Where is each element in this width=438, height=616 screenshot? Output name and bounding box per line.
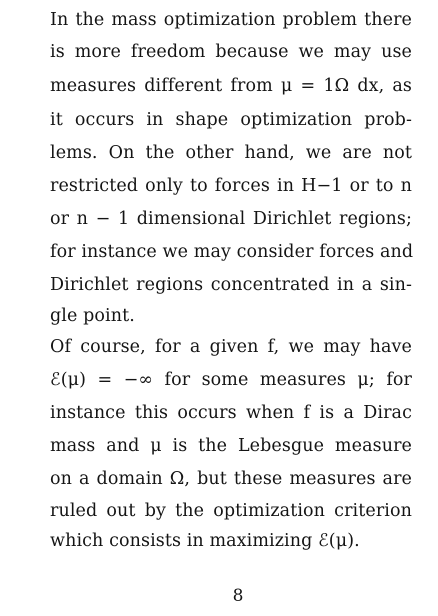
text-line: or n − 1 dimensional Dirichlet regions; (50, 209, 412, 229)
text-line: is more freedom because we may use (50, 42, 412, 62)
text-line: measures different from μ = 1Ω dx, as (50, 76, 412, 96)
text-line: ℰ(μ) = −∞ for some measures μ; for (50, 370, 412, 390)
text-line: Dirichlet regions concentrated in a sin- (50, 275, 412, 295)
text-line: on a domain Ω, but these measures are (50, 469, 412, 489)
text-line: ruled out by the optimization criterion (50, 501, 412, 521)
text-line: restricted only to forces in H−1 or to n (50, 176, 412, 196)
text-line: it occurs in shape optimization prob- (50, 110, 412, 130)
text-line: instance this occurs when f is a Dirac (50, 403, 412, 423)
text-line: Of course, for a given f, we may have (50, 337, 412, 357)
text-line: which consists in maximizing ℰ(μ). (50, 531, 360, 551)
text-line: for instance we may consider forces and (50, 242, 414, 262)
text-line: In the mass optimization problem there (50, 10, 412, 30)
text-line: lems. On the other hand, we are not (50, 143, 412, 163)
text-line: mass and μ is the Lebesgue measure (50, 436, 412, 456)
page-number: 8 (232, 586, 244, 606)
text-line: gle point. (50, 306, 135, 326)
